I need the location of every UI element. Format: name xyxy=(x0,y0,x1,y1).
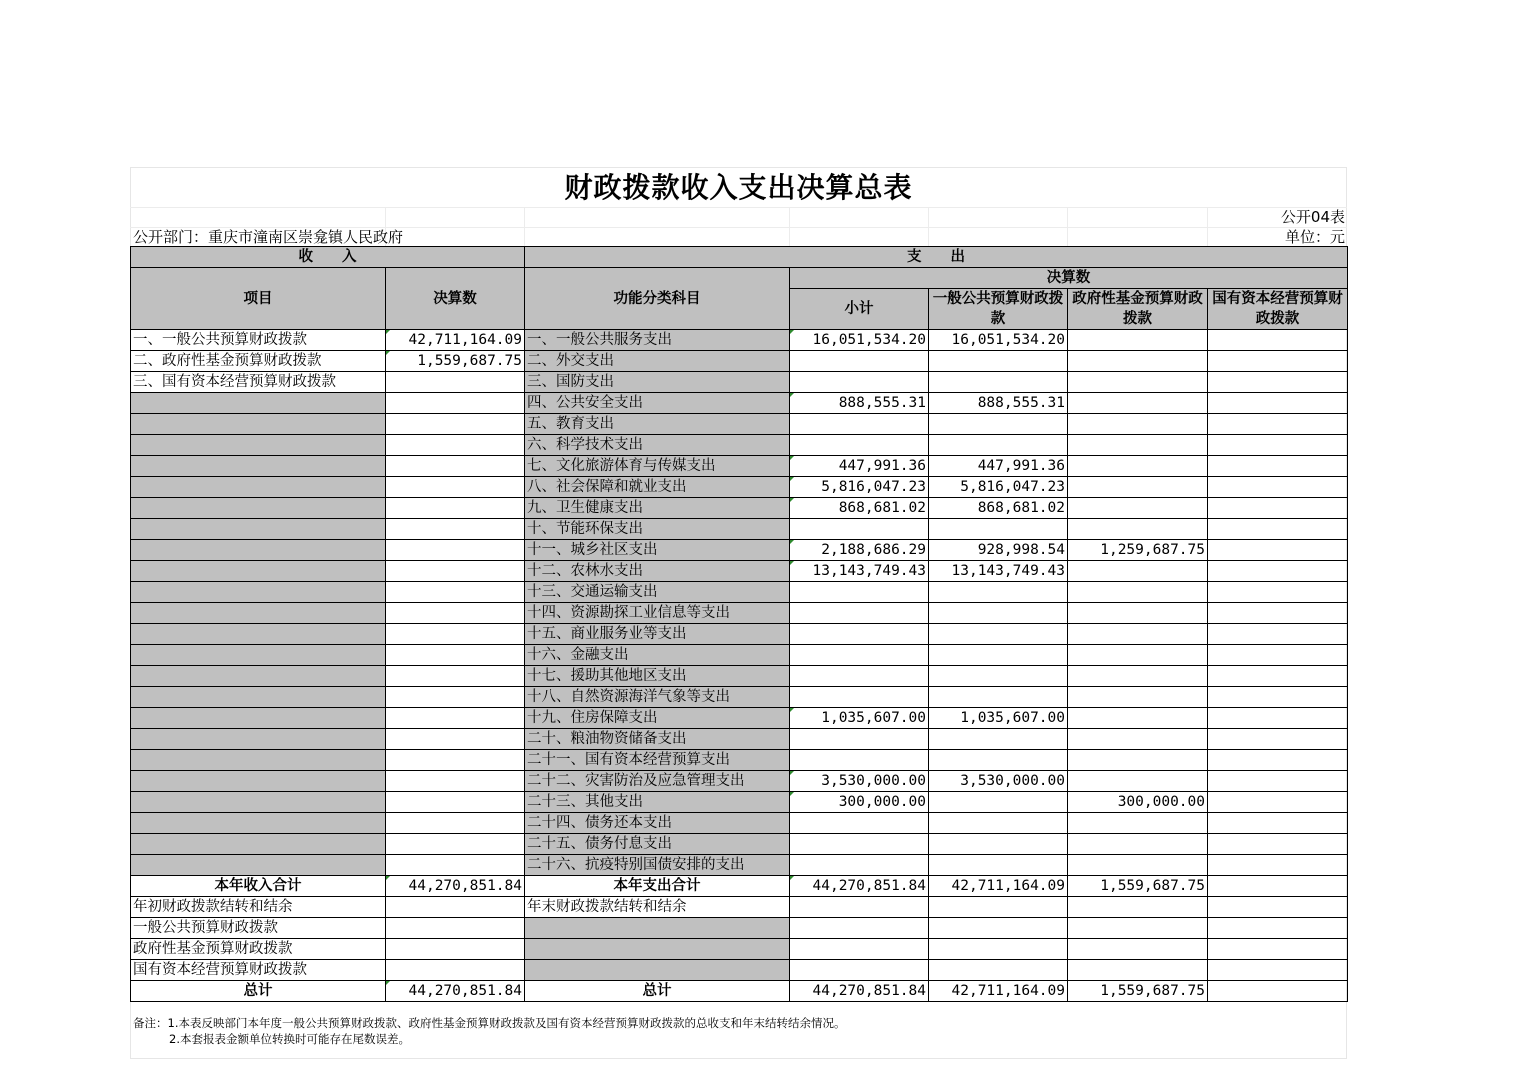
expense-item: 六、科学技术支出 xyxy=(525,435,790,456)
general-value xyxy=(929,603,1068,624)
income-item xyxy=(131,540,386,561)
income-amount xyxy=(386,624,525,645)
income-amount xyxy=(386,708,525,729)
subtotal-value xyxy=(790,855,929,876)
table-number: 公开04表 xyxy=(1280,208,1345,226)
subtotal-value xyxy=(790,582,929,603)
state-header: 国有资本经营预算财政拨款 xyxy=(1208,289,1348,330)
grand-total-label-left: 总计 xyxy=(131,981,386,1002)
expense-item: 八、社会保障和就业支出 xyxy=(525,477,790,498)
fund-value xyxy=(1068,477,1208,498)
income-item: 三、国有资本经营预算财政拨款 xyxy=(131,372,386,393)
general-value: 447,991.36 xyxy=(929,456,1068,477)
subtotal-value xyxy=(790,372,929,393)
income-amount xyxy=(386,750,525,771)
expense-item: 七、文化旅游体育与传媒支出 xyxy=(525,456,790,477)
table-row xyxy=(131,771,1348,792)
carry-item-end-value xyxy=(790,939,929,960)
subtotal-value: 16,051,534.20 xyxy=(790,330,929,351)
header-row-1 xyxy=(131,247,1348,268)
carry-end-value xyxy=(929,897,1068,918)
table-row xyxy=(131,624,1348,645)
income-item xyxy=(131,645,386,666)
state-value xyxy=(1208,582,1348,603)
state-value xyxy=(1208,477,1348,498)
general-value xyxy=(929,750,1068,771)
expense-item: 十七、援助其他地区支出 xyxy=(525,666,790,687)
grid-line xyxy=(928,207,929,246)
subtotal-value xyxy=(790,414,929,435)
table-row xyxy=(131,813,1348,834)
notes xyxy=(133,1015,845,1047)
grand-total-general: 42,711,164.09 xyxy=(929,981,1068,1002)
general-value xyxy=(929,729,1068,750)
subtotal-value: 2,188,686.29 xyxy=(790,540,929,561)
general-value xyxy=(929,435,1068,456)
general-value xyxy=(929,666,1068,687)
table-row xyxy=(131,414,1348,435)
table-row xyxy=(131,498,1348,519)
general-value xyxy=(929,645,1068,666)
fund-value xyxy=(1068,456,1208,477)
income-item xyxy=(131,729,386,750)
income-amount xyxy=(386,561,525,582)
carry-item-row xyxy=(131,939,1348,960)
table-row xyxy=(131,834,1348,855)
income-item xyxy=(131,624,386,645)
general-value: 13,143,749.43 xyxy=(929,561,1068,582)
expense-item: 二十、粮油物资储备支出 xyxy=(525,729,790,750)
table-row xyxy=(131,435,1348,456)
table-row xyxy=(131,351,1348,372)
carry-item-blank xyxy=(525,960,790,981)
carry-item-end-value xyxy=(1068,960,1208,981)
department-label: 公开部门：重庆市潼南区崇龛镇人民政府 xyxy=(133,228,404,246)
fund-value xyxy=(1068,435,1208,456)
state-value xyxy=(1208,498,1348,519)
expense-item: 十、节能环保支出 xyxy=(525,519,790,540)
subtotal-value: 13,143,749.43 xyxy=(790,561,929,582)
subtotal-value xyxy=(790,624,929,645)
expense-item: 九、卫生健康支出 xyxy=(525,498,790,519)
carry-item-end-value xyxy=(1068,918,1208,939)
income-amount: 1,559,687.75 xyxy=(386,351,525,372)
state-value xyxy=(1208,561,1348,582)
general-value: 3,530,000.00 xyxy=(929,771,1068,792)
expense-item: 二十一、国有资本经营预算支出 xyxy=(525,750,790,771)
item-header: 项目 xyxy=(131,268,386,330)
general-value xyxy=(929,855,1068,876)
income-amount: 42,711,164.09 xyxy=(386,330,525,351)
income-amount xyxy=(386,813,525,834)
subtotal-value: 447,991.36 xyxy=(790,456,929,477)
grid-line xyxy=(789,207,790,246)
income-amount xyxy=(386,582,525,603)
carry-item-end-value xyxy=(929,939,1068,960)
subtotal-value: 5,816,047.23 xyxy=(790,477,929,498)
income-item xyxy=(131,561,386,582)
amount-header: 决算数 xyxy=(386,268,525,330)
fund-value xyxy=(1068,498,1208,519)
carry-item-end-value xyxy=(929,918,1068,939)
income-amount xyxy=(386,540,525,561)
state-value xyxy=(1208,834,1348,855)
subtotal-value xyxy=(790,834,929,855)
income-item xyxy=(131,750,386,771)
table-row xyxy=(131,708,1348,729)
general-value xyxy=(929,582,1068,603)
state-value xyxy=(1208,708,1348,729)
carry-item-blank xyxy=(525,918,790,939)
fund-value xyxy=(1068,603,1208,624)
fund-value xyxy=(1068,624,1208,645)
fund-value xyxy=(1068,834,1208,855)
general-value xyxy=(929,792,1068,813)
fund-value xyxy=(1068,372,1208,393)
income-amount xyxy=(386,414,525,435)
income-item xyxy=(131,519,386,540)
subtotal-value: 3,530,000.00 xyxy=(790,771,929,792)
income-amount xyxy=(386,393,525,414)
unit-label: 单位：元 xyxy=(1284,228,1345,246)
subtotal-value xyxy=(790,729,929,750)
income-item xyxy=(131,498,386,519)
income-amount xyxy=(386,792,525,813)
expense-item: 十一、城乡社区支出 xyxy=(525,540,790,561)
income-amount xyxy=(386,666,525,687)
table-row xyxy=(131,582,1348,603)
subtotal-value xyxy=(790,687,929,708)
fund-value xyxy=(1068,582,1208,603)
income-item xyxy=(131,666,386,687)
subtotal-value xyxy=(790,813,929,834)
final-header: 决算数 xyxy=(790,268,1348,289)
grand-total-income: 44,270,851.84 xyxy=(386,981,525,1002)
state-value xyxy=(1208,750,1348,771)
expense-item: 一、一般公共服务支出 xyxy=(525,330,790,351)
carry-item-row xyxy=(131,960,1348,981)
state-value xyxy=(1208,666,1348,687)
table-row xyxy=(131,561,1348,582)
subtotal-value xyxy=(790,435,929,456)
carry-item-label: 国有资本经营预算财政拨款 xyxy=(131,960,386,981)
table-row xyxy=(131,750,1348,771)
note-2: 2.本套报表金额单位转换时可能存在尾数误差。 xyxy=(169,1032,410,1046)
fund-header: 政府性基金预算财政拨款 xyxy=(1068,289,1208,330)
totals-row xyxy=(131,876,1348,897)
state-value xyxy=(1208,624,1348,645)
expense-item: 十六、金融支出 xyxy=(525,645,790,666)
carry-item-value xyxy=(386,918,525,939)
state-value xyxy=(1208,645,1348,666)
carry-end-value xyxy=(1068,897,1208,918)
table-row xyxy=(131,519,1348,540)
state-value xyxy=(1208,813,1348,834)
carry-end-value xyxy=(1208,897,1348,918)
budget-table xyxy=(130,246,1348,1002)
table-row xyxy=(131,456,1348,477)
carry-item-label: 一般公共预算财政拨款 xyxy=(131,918,386,939)
state-value xyxy=(1208,435,1348,456)
income-amount xyxy=(386,645,525,666)
table-row xyxy=(131,477,1348,498)
note-1: 备注：1.本表反映部门本年度一般公共预算财政拨款、政府性基金预算财政拨款及国有资本经营预算财政拨款的总收支和年末结转结余情况。 xyxy=(133,1016,846,1030)
state-value xyxy=(1208,519,1348,540)
carry-item-end-value xyxy=(1208,960,1348,981)
expense-item: 二十二、灾害防治及应急管理支出 xyxy=(525,771,790,792)
fund-value xyxy=(1068,393,1208,414)
carry-item-end-value xyxy=(929,960,1068,981)
subtotal-value: 888,555.31 xyxy=(790,393,929,414)
fund-value xyxy=(1068,687,1208,708)
income-item xyxy=(131,477,386,498)
grid-line xyxy=(524,207,525,246)
table-row xyxy=(131,372,1348,393)
general-value xyxy=(929,813,1068,834)
subtotal-value xyxy=(790,519,929,540)
carry-item-end-value xyxy=(1208,939,1348,960)
grand-total-fund: 1,559,687.75 xyxy=(1068,981,1208,1002)
general-value: 16,051,534.20 xyxy=(929,330,1068,351)
income-amount xyxy=(386,834,525,855)
income-item xyxy=(131,582,386,603)
income-amount xyxy=(386,456,525,477)
fund-value xyxy=(1068,855,1208,876)
general-value: 5,816,047.23 xyxy=(929,477,1068,498)
grand-total-label-right: 总计 xyxy=(525,981,790,1002)
state-value xyxy=(1208,414,1348,435)
income-amount xyxy=(386,519,525,540)
expense-item: 十四、资源勘探工业信息等支出 xyxy=(525,603,790,624)
carry-begin-value xyxy=(386,897,525,918)
table-row xyxy=(131,792,1348,813)
income-item xyxy=(131,414,386,435)
income-item xyxy=(131,771,386,792)
expense-item: 二十四、债务还本支出 xyxy=(525,813,790,834)
header-row-2 xyxy=(131,268,1348,289)
state-value xyxy=(1208,330,1348,351)
subtotal-header: 小计 xyxy=(790,289,929,330)
subtotal-value: 868,681.02 xyxy=(790,498,929,519)
subtotal-value xyxy=(790,666,929,687)
state-value xyxy=(1208,855,1348,876)
fund-value xyxy=(1068,351,1208,372)
income-total-label: 本年收入合计 xyxy=(131,876,386,897)
grid-line xyxy=(1207,207,1208,246)
fund-value: 300,000.00 xyxy=(1068,792,1208,813)
carry-item-row xyxy=(131,918,1348,939)
grid-line xyxy=(1067,207,1068,246)
expense-item: 十九、住房保障支出 xyxy=(525,708,790,729)
carry-item-label: 政府性基金预算财政拨款 xyxy=(131,939,386,960)
income-item xyxy=(131,456,386,477)
carry-item-end-value xyxy=(1208,918,1348,939)
fund-value xyxy=(1068,729,1208,750)
fund-value xyxy=(1068,561,1208,582)
income-item: 二、政府性基金预算财政拨款 xyxy=(131,351,386,372)
function-header: 功能分类科目 xyxy=(525,268,790,330)
state-value xyxy=(1208,771,1348,792)
income-item xyxy=(131,813,386,834)
income-item xyxy=(131,603,386,624)
expense-item: 三、国防支出 xyxy=(525,372,790,393)
state-value xyxy=(1208,540,1348,561)
income-total: 44,270,851.84 xyxy=(386,876,525,897)
table-row xyxy=(131,540,1348,561)
income-item xyxy=(131,393,386,414)
expense-item: 十三、交通运输支出 xyxy=(525,582,790,603)
grand-total-row xyxy=(131,981,1348,1002)
grid-line xyxy=(130,207,1347,208)
fund-value: 1,259,687.75 xyxy=(1068,540,1208,561)
income-item xyxy=(131,687,386,708)
general-value xyxy=(929,351,1068,372)
income-amount xyxy=(386,372,525,393)
income-amount xyxy=(386,477,525,498)
general-value: 928,998.54 xyxy=(929,540,1068,561)
expense-item: 十二、农林水支出 xyxy=(525,561,790,582)
general-header: 一般公共预算财政拨款 xyxy=(929,289,1068,330)
table-row xyxy=(131,645,1348,666)
income-amount xyxy=(386,855,525,876)
income-amount xyxy=(386,729,525,750)
table-row xyxy=(131,687,1348,708)
general-value xyxy=(929,519,1068,540)
carry-item-value xyxy=(386,960,525,981)
fund-value xyxy=(1068,813,1208,834)
income-amount xyxy=(386,771,525,792)
state-value xyxy=(1208,456,1348,477)
income-amount xyxy=(386,687,525,708)
fund-value xyxy=(1068,708,1208,729)
subtotal-value xyxy=(790,603,929,624)
fund-value xyxy=(1068,330,1208,351)
fund-value xyxy=(1068,666,1208,687)
income-item xyxy=(131,435,386,456)
income-item: 一、一般公共预算财政拨款 xyxy=(131,330,386,351)
grand-total-state xyxy=(1208,981,1348,1002)
state-value xyxy=(1208,687,1348,708)
expense-total-subtotal: 44,270,851.84 xyxy=(790,876,929,897)
fund-value xyxy=(1068,771,1208,792)
fund-value xyxy=(1068,645,1208,666)
state-value xyxy=(1208,603,1348,624)
expense-total-label: 本年支出合计 xyxy=(525,876,790,897)
expense-total-fund: 1,559,687.75 xyxy=(1068,876,1208,897)
expense-item: 十五、商业服务业等支出 xyxy=(525,624,790,645)
table-row xyxy=(131,393,1348,414)
general-value: 868,681.02 xyxy=(929,498,1068,519)
carry-item-end-value xyxy=(1068,939,1208,960)
fund-value xyxy=(1068,414,1208,435)
table-row xyxy=(131,666,1348,687)
general-value xyxy=(929,372,1068,393)
income-amount xyxy=(386,603,525,624)
expense-item: 二十五、债务付息支出 xyxy=(525,834,790,855)
carry-item-blank xyxy=(525,939,790,960)
expense-item: 四、公共安全支出 xyxy=(525,393,790,414)
state-value xyxy=(1208,729,1348,750)
fund-value xyxy=(1068,750,1208,771)
expense-item: 十八、自然资源海洋气象等支出 xyxy=(525,687,790,708)
carry-item-end-value xyxy=(790,960,929,981)
income-item xyxy=(131,708,386,729)
table-row xyxy=(131,330,1348,351)
general-value xyxy=(929,414,1068,435)
state-value xyxy=(1208,393,1348,414)
subtotal-value xyxy=(790,351,929,372)
income-amount xyxy=(386,498,525,519)
carry-begin-label: 年初财政拨款结转和结余 xyxy=(131,897,386,918)
subtotal-value: 300,000.00 xyxy=(790,792,929,813)
expense-item: 二、外交支出 xyxy=(525,351,790,372)
general-value xyxy=(929,834,1068,855)
income-item xyxy=(131,792,386,813)
table-row xyxy=(131,855,1348,876)
income-item xyxy=(131,834,386,855)
state-value xyxy=(1208,351,1348,372)
carry-row xyxy=(131,897,1348,918)
general-value: 1,035,607.00 xyxy=(929,708,1068,729)
general-value xyxy=(929,624,1068,645)
expense-header: 支 出 xyxy=(525,247,1348,268)
fund-value xyxy=(1068,519,1208,540)
report-title: 财政拨款收入支出决算总表 xyxy=(564,171,913,204)
expense-total-general: 42,711,164.09 xyxy=(929,876,1068,897)
carry-end-value xyxy=(790,897,929,918)
subtotal-value: 1,035,607.00 xyxy=(790,708,929,729)
carry-item-end-value xyxy=(790,918,929,939)
carry-item-value xyxy=(386,939,525,960)
income-header: 收 入 xyxy=(131,247,525,268)
income-amount xyxy=(386,435,525,456)
subtotal-value xyxy=(790,645,929,666)
expense-total-state xyxy=(1208,876,1348,897)
income-item xyxy=(131,855,386,876)
general-value: 888,555.31 xyxy=(929,393,1068,414)
state-value xyxy=(1208,372,1348,393)
table-row xyxy=(131,729,1348,750)
expense-item: 二十三、其他支出 xyxy=(525,792,790,813)
state-value xyxy=(1208,792,1348,813)
expense-item: 五、教育支出 xyxy=(525,414,790,435)
general-value xyxy=(929,687,1068,708)
subtotal-value xyxy=(790,750,929,771)
grand-total-subtotal: 44,270,851.84 xyxy=(790,981,929,1002)
table-body xyxy=(131,247,1348,1002)
expense-item: 二十六、抗疫特别国债安排的支出 xyxy=(525,855,790,876)
table-row xyxy=(131,603,1348,624)
carry-end-label: 年末财政拨款结转和结余 xyxy=(525,897,790,918)
